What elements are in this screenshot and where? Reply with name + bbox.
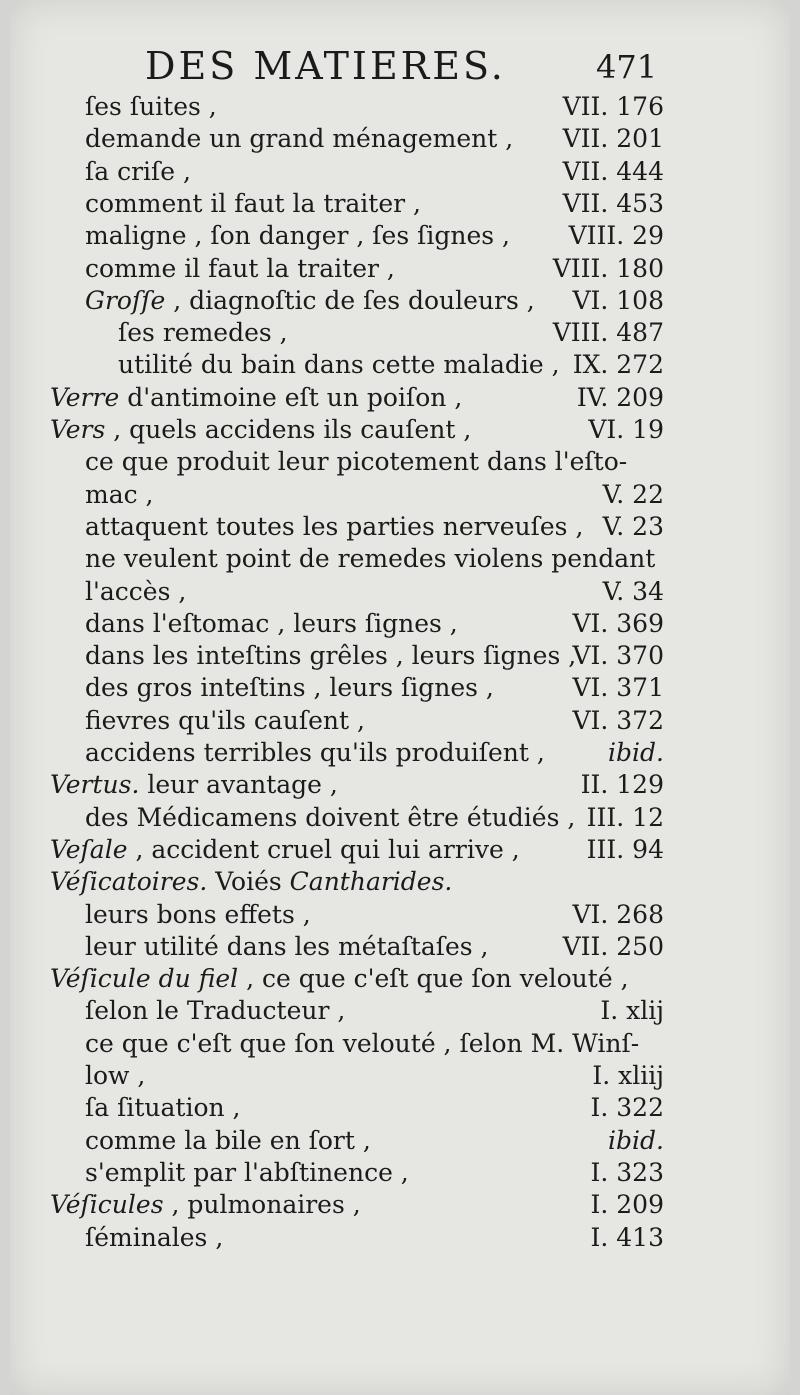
entry-description: leurs bons effets , <box>85 899 311 929</box>
entry-description: ſéminales , <box>85 1222 224 1252</box>
index-entry <box>0 575 800 609</box>
entry-text <box>85 252 395 286</box>
entry-text <box>85 187 421 221</box>
entry-reference: VII. 176 <box>562 92 664 121</box>
entry-reference: VI. 370 <box>572 641 664 671</box>
entry-text <box>85 801 575 835</box>
entry-headword: Verre <box>50 382 120 412</box>
entry-headword: Veſale <box>50 834 128 864</box>
entry-reference: ibid. <box>608 1125 664 1155</box>
entry-description: ſa ſituation , <box>85 1093 241 1123</box>
index-entry <box>0 1188 800 1222</box>
entry-text <box>85 122 513 156</box>
running-title: DES MATIERES. <box>145 44 506 88</box>
entry-description: s'emplit par l'abſtinence , <box>85 1157 409 1187</box>
entry-text <box>85 1221 223 1255</box>
entry-reference: ibid. <box>608 738 664 767</box>
index-entry <box>0 381 800 415</box>
entry-reference: VI. 372 <box>572 705 664 735</box>
entry-reference: III. 94 <box>586 834 664 864</box>
entry-description: maligne , ſon danger , ſes ſignes , <box>85 221 510 251</box>
entry-text <box>50 768 338 802</box>
entry-description: comme la bile en ſort , <box>85 1125 371 1155</box>
index-entry <box>0 639 800 673</box>
entry-description: ſes ſuites , <box>85 92 217 121</box>
entry-headword: Véſicatoires. <box>50 867 208 897</box>
entry-text <box>50 865 452 899</box>
entry-text <box>85 510 583 544</box>
entry-reference: V. 34 <box>602 576 664 606</box>
index-entry <box>0 833 800 867</box>
index-entry <box>0 1027 800 1061</box>
index-entry <box>0 865 800 899</box>
entry-reference: I. 323 <box>590 1157 664 1187</box>
entry-description: dans l'eſtomac , leurs ſignes , <box>85 608 458 638</box>
entry-description: demande un grand ménagement , <box>85 124 514 154</box>
entry-text <box>85 478 154 512</box>
entry-description: ce que c'eſt que ſon velouté , ſelon M. Winſ- <box>85 1028 640 1058</box>
entry-reference: VII. 201 <box>562 124 664 154</box>
entry-text <box>85 445 627 479</box>
entry-description: l'accès , <box>85 576 187 606</box>
entry-headword: Véſicule du fiel <box>50 964 239 994</box>
entry-crossref: Cantharides. <box>289 867 453 897</box>
index-entry <box>0 1059 800 1093</box>
entry-text <box>85 1027 639 1061</box>
entry-text <box>85 575 186 609</box>
entry-description: , quels accidens ils cauſent , <box>105 415 472 444</box>
index-entry <box>0 348 800 382</box>
index-entry <box>0 155 800 189</box>
entry-description: , diagnoſtic de ſes douleurs , <box>165 285 535 315</box>
page-number: 471 <box>596 48 658 86</box>
entry-text <box>85 1059 145 1093</box>
entry-description: leur avantage , <box>139 770 338 800</box>
index-entry <box>0 122 800 156</box>
entry-text <box>85 284 535 318</box>
entry-description: low , <box>85 1061 146 1090</box>
entry-description: leur utilité dans les métaſtaſes , <box>85 931 489 961</box>
index-entry <box>0 252 800 286</box>
entry-text <box>85 671 494 705</box>
entry-text <box>85 607 458 641</box>
index-entry <box>0 542 800 576</box>
entry-reference: VI. 19 <box>588 415 664 444</box>
entry-text <box>50 413 471 447</box>
entry-reference: I. 209 <box>590 1190 664 1220</box>
entry-text <box>85 155 191 189</box>
entry-description: fievres qu'ils cauſent , <box>85 705 365 735</box>
entry-reference: VII. 444 <box>562 156 664 186</box>
entry-text <box>85 704 365 738</box>
index-entry <box>0 962 800 996</box>
entry-text <box>85 219 510 253</box>
entry-text <box>50 1188 361 1222</box>
entry-text <box>118 348 560 382</box>
index-entry <box>0 930 800 964</box>
entry-description: ſelon le Traducteur , <box>85 996 346 1026</box>
entry-description: ſa criſe , <box>85 156 191 186</box>
index-entry <box>0 413 800 447</box>
index-entry <box>0 445 800 479</box>
index-entry <box>0 1091 800 1125</box>
index-entry <box>0 510 800 544</box>
index-entry <box>0 316 800 350</box>
entry-text <box>85 1124 371 1158</box>
entry-reference: VIII. 29 <box>568 221 664 251</box>
entry-description: des gros inteſtins , leurs ſignes , <box>85 673 494 703</box>
index-entry <box>0 898 800 932</box>
index-entry <box>0 736 800 770</box>
index-entry <box>0 478 800 512</box>
index-entry <box>0 187 800 221</box>
running-header <box>0 44 800 92</box>
entry-text <box>85 898 311 932</box>
entry-reference: IV. 209 <box>576 382 664 412</box>
entry-reference: VI. 268 <box>572 899 664 929</box>
index-entry <box>0 704 800 738</box>
entry-reference: V. 23 <box>602 511 664 541</box>
entry-headword: Vertus. <box>50 770 140 800</box>
entry-description: , accident cruel qui lui arrive , <box>127 834 520 864</box>
entry-description: accidens terribles qu'ils produiſent , <box>85 738 545 767</box>
entry-description: , pulmonaires , <box>163 1190 361 1220</box>
index-entry <box>0 219 800 253</box>
entry-description: comme il faut la traiter , <box>85 253 395 283</box>
entry-description: d'antimoine eſt un poiſon , <box>119 382 463 412</box>
entry-reference: I. 413 <box>590 1222 664 1252</box>
index-entry <box>0 1221 800 1255</box>
entry-reference: VIII. 180 <box>552 253 664 283</box>
index-entry <box>0 1156 800 1190</box>
entry-description: attaquent toutes les parties nerveuſes , <box>85 511 584 541</box>
entry-reference: III. 12 <box>586 802 664 832</box>
entry-description: utilité du bain dans cette maladie , <box>118 350 560 380</box>
entry-description: des Médicamens doivent être étudiés , <box>85 802 576 832</box>
entry-text <box>85 639 576 673</box>
entry-description: ſes remedes , <box>118 318 288 348</box>
entry-description: , ce que c'eſt que ſon velouté , <box>238 964 629 994</box>
index-entry <box>0 1124 800 1158</box>
entry-reference: VI. 371 <box>572 673 664 703</box>
entry-reference: II. 129 <box>580 770 664 800</box>
entry-text <box>85 994 345 1028</box>
index-entry <box>0 801 800 835</box>
index-entry <box>0 90 800 124</box>
entry-reference: VII. 453 <box>562 188 664 218</box>
entry-text <box>50 833 520 867</box>
entry-text <box>50 381 462 415</box>
entry-text <box>85 542 655 576</box>
entry-reference: I. xlij <box>600 996 664 1026</box>
entry-text <box>118 316 288 350</box>
index-entry <box>0 671 800 705</box>
entry-headword: Groſſe <box>85 285 166 315</box>
entry-description: dans les inteſtins grêles , leurs ſignes , <box>85 641 577 671</box>
entry-reference: I. 322 <box>590 1093 664 1123</box>
entry-headword: Véſicules <box>50 1190 164 1220</box>
entry-text <box>85 930 489 964</box>
entry-text <box>85 90 217 124</box>
entry-description: ce que produit leur picotement dans l'eſto- <box>85 447 628 477</box>
entry-reference: VI. 369 <box>572 608 664 638</box>
index-entry <box>0 284 800 318</box>
entry-text <box>50 962 629 996</box>
entry-reference: V. 22 <box>602 479 664 509</box>
entry-headword: Vers <box>50 415 106 444</box>
entry-reference: VII. 250 <box>562 931 664 961</box>
entry-description: comment il faut la traiter , <box>85 188 421 218</box>
entry-text <box>85 1156 409 1190</box>
entry-reference: IX. 272 <box>572 350 664 380</box>
entry-text <box>85 736 545 770</box>
entry-description: mac , <box>85 479 154 509</box>
entry-reference: VIII. 487 <box>552 318 664 348</box>
entry-description: Voiés <box>207 867 290 897</box>
index-entry <box>0 994 800 1028</box>
entry-reference: I. xliij <box>592 1061 664 1090</box>
entry-reference: VI. 108 <box>572 285 664 315</box>
entry-description: ne veulent point de remedes violens pendant <box>85 544 656 574</box>
index-entry <box>0 607 800 641</box>
index-entry <box>0 768 800 802</box>
entry-text <box>85 1091 241 1125</box>
